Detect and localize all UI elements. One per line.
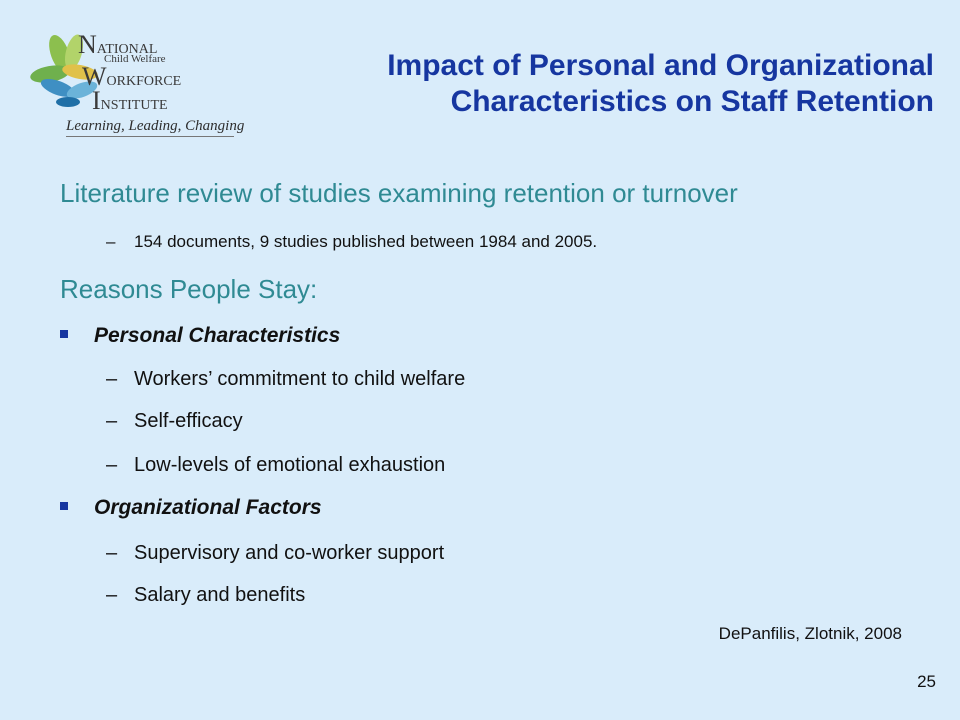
logo-n-cap: N <box>78 30 97 59</box>
dash-marker: – <box>106 232 116 251</box>
dash-marker: – <box>106 410 118 432</box>
logo-tagline: Learning, Leading, Changing <box>66 118 245 134</box>
list-item-text: Salary and benefits <box>134 584 306 606</box>
bullet-group-organizational <box>60 496 322 520</box>
nwi-logo <box>30 24 245 136</box>
list-item <box>106 584 305 607</box>
square-bullet-icon <box>60 502 68 510</box>
list-item <box>106 542 444 565</box>
list-item-text: Supervisory and co-worker support <box>134 542 445 564</box>
bullet-label: Organizational Factors <box>94 496 322 519</box>
logo-line4: NSTITUTE <box>100 98 168 113</box>
page-number: 25 <box>917 672 936 691</box>
dash-marker: – <box>106 584 118 606</box>
dash-marker: – <box>106 542 118 564</box>
list-item-text: Self-efficacy <box>134 410 243 432</box>
list-item <box>106 368 465 391</box>
logo-i-cap: I <box>92 86 101 115</box>
section1-heading: Literature review of studies examining retention or turnover <box>60 178 738 208</box>
list-item-text: 154 documents, 9 studies published between 1984 and 2005. <box>134 232 598 251</box>
list-item <box>106 232 597 252</box>
list-item-text: Workers’ commitment to child welfare <box>134 368 466 390</box>
logo-w-cap: W <box>82 62 107 91</box>
list-item <box>106 454 445 477</box>
logo-line2: Child Welfare <box>104 53 166 65</box>
citation: DePanfilis, Zlotnik, 2008 <box>718 624 902 643</box>
list-item-text: Low-levels of emotional exhaustion <box>134 454 446 476</box>
bullet-label: Personal Characteristics <box>94 324 341 347</box>
logo-line3: ORKFORCE <box>106 74 182 89</box>
section2-heading: Reasons People Stay: <box>60 274 318 304</box>
logo-divider <box>66 136 234 137</box>
list-item <box>106 410 243 433</box>
dash-marker: – <box>106 368 118 390</box>
square-bullet-icon <box>60 330 68 338</box>
logo-line1: ATIONAL <box>96 42 158 57</box>
dash-marker: – <box>106 454 118 476</box>
slide-title: Impact of Personal and Organizational Characteristics on Staff Retention <box>387 49 934 118</box>
bullet-group-personal <box>60 324 340 348</box>
